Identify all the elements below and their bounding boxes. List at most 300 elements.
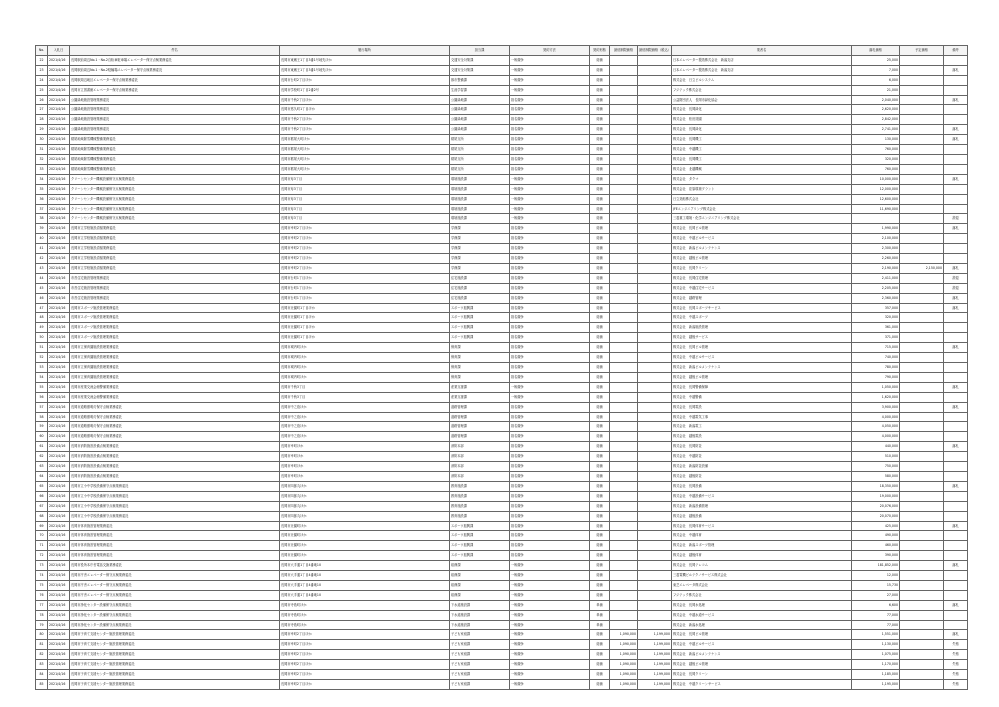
- cell-planned-price: [900, 590, 944, 600]
- cell-remarks: [944, 363, 968, 373]
- cell-contract-type: 総価: [590, 670, 610, 680]
- cell-bid-amount: 2,741,000: [852, 125, 900, 135]
- cell-department: 産業支援課: [450, 392, 510, 402]
- cell-department: 下水道施設課: [450, 610, 510, 620]
- cell-subject: 市営住宅施設管理業務委託: [70, 273, 280, 283]
- cell-bid-amount: 750,000: [852, 462, 900, 472]
- cell-subject: 長岡市スポーツ施設管理業務委託: [70, 323, 280, 333]
- cell-location: 長岡市大手通1丁目4番地10: [280, 590, 450, 600]
- cell-bid-amount: [852, 214, 900, 224]
- cell-bid-date: 2021/4/16: [48, 620, 70, 630]
- cell-location: 長岡市寿3丁目: [280, 184, 450, 194]
- cell-bid-amount: 77,000: [852, 610, 900, 620]
- cell-no: 29: [36, 125, 48, 135]
- cell-planned-price: [900, 462, 944, 472]
- cell-bid-amount: 4,050,000: [852, 422, 900, 432]
- cell-subject: 長岡市産業交流会館警備業務委託: [70, 382, 280, 392]
- cell-subject: 長岡市道路照明灯保守点検業務委託: [70, 422, 280, 432]
- cell-min-price-tax: [638, 55, 672, 65]
- cell-min-price: [610, 610, 638, 620]
- cell-department: 消防本部: [450, 442, 510, 452]
- cell-location: 長岡市栃尾大町ほか: [280, 145, 450, 155]
- cell-planned-price: [900, 580, 944, 590]
- table-row: [36, 521, 968, 531]
- cell-subject: 長岡市立学校施設清掃業務委託: [70, 244, 280, 254]
- cell-planned-price: [900, 452, 944, 462]
- cell-department: 下水道施設課: [450, 600, 510, 610]
- cell-department: 環境施設課: [450, 214, 510, 224]
- cell-planned-price: [900, 640, 944, 650]
- cell-location: 長岡市幸町2丁目ほか: [280, 234, 450, 244]
- cell-bid-amount: 2,300,000: [852, 244, 900, 254]
- cell-min-price-tax: [638, 125, 672, 135]
- cell-no: 83: [36, 660, 48, 670]
- cell-contract-method: 一般競争: [510, 640, 590, 650]
- cell-location: 長岡市中之島ほか: [280, 432, 450, 442]
- cell-planned-price: [900, 353, 944, 363]
- cell-bid-date: 2021/4/16: [48, 561, 70, 571]
- cell-min-price-tax: [638, 481, 672, 491]
- cell-department: スポーツ振興課: [450, 303, 510, 313]
- cell-no: 28: [36, 115, 48, 125]
- cell-contract-type: 総価: [590, 501, 610, 511]
- cell-contract-type: 総価: [590, 234, 610, 244]
- cell-min-price-tax: [638, 85, 672, 95]
- table-row: [36, 174, 968, 184]
- cell-contract-type: 総価: [590, 333, 610, 343]
- cell-location: 長岡市台町1丁目ほか: [280, 273, 450, 283]
- cell-department: 公園緑地課: [450, 95, 510, 105]
- cell-remarks: 失格: [944, 640, 968, 650]
- cell-department: 総務課: [450, 561, 510, 571]
- cell-min-price: 1,090,000: [610, 680, 638, 690]
- cell-contract-method: 指名競争: [510, 452, 590, 462]
- cell-location: 長岡市栃尾大町ほか: [280, 135, 450, 145]
- cell-min-price-tax: [638, 402, 672, 412]
- cell-contract-method: 指名競争: [510, 234, 590, 244]
- cell-vendor: 株式会社 中越クリーンサービス: [672, 680, 852, 690]
- cell-subject: クリーンセンター機械設備保守点検業務委託: [70, 214, 280, 224]
- cell-remarks: 落札: [944, 382, 968, 392]
- table-row: [36, 323, 968, 333]
- cell-contract-method: 指名競争: [510, 353, 590, 363]
- cell-remarks: [944, 462, 968, 472]
- cell-contract-method: 指名競争: [510, 164, 590, 174]
- cell-location: 長岡市城内町ほか: [280, 353, 450, 363]
- cell-min-price-tax: [638, 422, 672, 432]
- cell-location: 長岡市四郎丸ほか: [280, 481, 450, 491]
- cell-min-price: [610, 620, 638, 630]
- cell-location: 長岡市幸町ほか: [280, 452, 450, 462]
- cell-vendor: 株式会社 新潟防災設備: [672, 462, 852, 472]
- cell-contract-method: 指名競争: [510, 145, 590, 155]
- table-row: [36, 145, 968, 155]
- cell-vendor: 株式会社 中越警備: [672, 392, 852, 402]
- cell-department: 子ども家庭課: [450, 650, 510, 660]
- cell-planned-price: [900, 630, 944, 640]
- cell-planned-price: [900, 135, 944, 145]
- cell-min-price-tax: [638, 541, 672, 551]
- cell-bid-date: 2021/4/16: [48, 590, 70, 600]
- cell-planned-price: [900, 422, 944, 432]
- cell-remarks: [944, 85, 968, 95]
- cell-planned-price: [900, 343, 944, 353]
- cell-min-price: [610, 95, 638, 105]
- cell-min-price: [610, 571, 638, 581]
- cell-bid-amount: 2,040,000: [852, 95, 900, 105]
- cell-contract-method: 指名競争: [510, 105, 590, 115]
- cell-bid-date: 2021/4/16: [48, 541, 70, 551]
- cell-no: 36: [36, 194, 48, 204]
- cell-min-price: [610, 115, 638, 125]
- cell-bid-date: 2021/4/16: [48, 640, 70, 650]
- cell-department: 公園緑地課: [450, 125, 510, 135]
- cell-no: 65: [36, 481, 48, 491]
- cell-bid-date: 2021/4/16: [48, 293, 70, 303]
- cell-vendor: 株式会社 中越ビルサービス: [672, 353, 852, 363]
- cell-min-price-tax: [638, 115, 672, 125]
- cell-remarks: [944, 610, 968, 620]
- cell-subject: 長岡市体育施設管理業務委託: [70, 541, 280, 551]
- table-row: [36, 363, 968, 373]
- cell-bid-amount: 510,000: [852, 452, 900, 462]
- cell-department: スポーツ振興課: [450, 313, 510, 323]
- cell-min-price: [610, 452, 638, 462]
- cell-vendor: 日本エレベーター製造株式会社 新潟支店: [672, 65, 852, 75]
- table-row: [36, 75, 968, 85]
- cell-bid-amount: 440,000: [852, 442, 900, 452]
- cell-bid-amount: 390,000: [852, 551, 900, 561]
- cell-contract-type: 総価: [590, 194, 610, 204]
- cell-remarks: [944, 372, 968, 382]
- cell-contract-type: 総価: [590, 462, 610, 472]
- cell-min-price: 1,090,000: [610, 640, 638, 650]
- cell-min-price: [610, 462, 638, 472]
- table-row: [36, 105, 968, 115]
- cell-location: 長岡市北園町ほか: [280, 551, 450, 561]
- cell-remarks: 落札: [944, 481, 968, 491]
- cell-bid-date: 2021/4/16: [48, 481, 70, 491]
- table-row: [36, 55, 968, 65]
- cell-contract-method: 一般競争: [510, 204, 590, 214]
- cell-location: 長岡市栃尾大町ほか: [280, 164, 450, 174]
- cell-vendor: 株式会社 新潟ビルメンテナンス: [672, 363, 852, 373]
- cell-planned-price: [900, 55, 944, 65]
- cell-no: 24: [36, 75, 48, 85]
- cell-vendor: 株式会社 タクマ: [672, 174, 852, 184]
- cell-subject: クリーンセンター機械設備保守点検業務委託: [70, 194, 280, 204]
- cell-contract-type: 総価: [590, 432, 610, 442]
- cell-no: 73: [36, 561, 48, 571]
- cell-location: 長岡市北園町ほか: [280, 541, 450, 551]
- cell-no: 32: [36, 154, 48, 164]
- cell-min-price: [610, 392, 638, 402]
- cell-min-price: [610, 154, 638, 164]
- cell-subject: 長岡市スポーツ施設管理業務委託: [70, 303, 280, 313]
- cell-bid-amount: 1,050,000: [852, 382, 900, 392]
- cell-no: 43: [36, 263, 48, 273]
- cell-department: 下水道施設課: [450, 620, 510, 630]
- cell-contract-method: 指名競争: [510, 491, 590, 501]
- cell-department: 子ども家庭課: [450, 640, 510, 650]
- cell-min-price-tax: [638, 343, 672, 353]
- cell-vendor: 三菱重工環境・化学エンジニアリング株式会社: [672, 214, 852, 224]
- cell-department: 子ども家庭課: [450, 680, 510, 690]
- cell-planned-price: [900, 501, 944, 511]
- col-header-bid-amount: 落札価格: [852, 46, 900, 56]
- cell-contract-method: 指名競争: [510, 263, 590, 273]
- cell-subject: 長岡市立保育園施設管理業務委託: [70, 353, 280, 363]
- cell-min-price-tax: [638, 372, 672, 382]
- cell-bid-amount: 1,170,000: [852, 660, 900, 670]
- cell-min-price-tax: [638, 471, 672, 481]
- cell-min-price-tax: [638, 333, 672, 343]
- table-row: [36, 125, 968, 135]
- cell-remarks: [944, 254, 968, 264]
- cell-bid-amount: 1,130,000: [852, 640, 900, 650]
- cell-planned-price: [900, 402, 944, 412]
- cell-no: 67: [36, 501, 48, 511]
- cell-min-price: [610, 491, 638, 501]
- cell-location: 長岡市寿3丁目: [280, 214, 450, 224]
- cell-vendor: フジテック株式会社: [672, 590, 852, 600]
- cell-no: 74: [36, 571, 48, 581]
- table-row: [36, 571, 968, 581]
- cell-remarks: [944, 234, 968, 244]
- cell-bid-amount: 1,551,000: [852, 630, 900, 640]
- cell-location: 長岡市中之島ほか: [280, 402, 450, 412]
- table-row: [36, 501, 968, 511]
- cell-bid-amount: 490,000: [852, 531, 900, 541]
- cell-contract-type: 総価: [590, 214, 610, 224]
- cell-no: 30: [36, 135, 48, 145]
- cell-vendor: フジテック株式会社: [672, 85, 852, 95]
- cell-contract-type: 単価: [590, 620, 610, 630]
- cell-location: 長岡市大手通1丁目4番地10: [280, 580, 450, 590]
- cell-vendor: 株式会社 長岡ビル管理: [672, 343, 852, 353]
- cell-department: 道路管理課: [450, 432, 510, 442]
- cell-vendor: 株式会社 長岡住宅管理: [672, 273, 852, 283]
- cell-contract-type: 総価: [590, 293, 610, 303]
- table-row: [36, 580, 968, 590]
- cell-bid-date: 2021/4/16: [48, 214, 70, 224]
- cell-min-price-tax: [638, 283, 672, 293]
- cell-bid-date: 2021/4/16: [48, 571, 70, 581]
- cell-bid-amount: 10,000,000: [852, 174, 900, 184]
- cell-min-price-tax: [638, 412, 672, 422]
- cell-no: 54: [36, 372, 48, 382]
- table-row: [36, 462, 968, 472]
- table-row: [36, 224, 968, 234]
- cell-bid-date: 2021/4/16: [48, 521, 70, 531]
- cell-planned-price: [900, 412, 944, 422]
- cell-location: 長岡市四郎丸ほか: [280, 491, 450, 501]
- cell-department: 子ども家庭課: [450, 630, 510, 640]
- cell-contract-method: 指名競争: [510, 402, 590, 412]
- cell-bid-amount: 1,620,000: [852, 392, 900, 402]
- cell-subject: 長岡市道路照明灯保守点検業務委託: [70, 412, 280, 422]
- cell-planned-price: [900, 561, 944, 571]
- cell-contract-method: 一般競争: [510, 382, 590, 392]
- cell-remarks: [944, 55, 968, 65]
- cell-no: 31: [36, 145, 48, 155]
- table-row: [36, 382, 968, 392]
- cell-min-price: [610, 263, 638, 273]
- cell-bid-date: 2021/4/16: [48, 382, 70, 392]
- cell-remarks: [944, 501, 968, 511]
- col-header-min-price-tax: 最低制限価格（税込）: [638, 46, 672, 56]
- cell-vendor: 株式会社 荏原環境プラント: [672, 184, 852, 194]
- cell-no: 55: [36, 382, 48, 392]
- cell-bid-amount: 2,100,000: [852, 234, 900, 244]
- cell-bid-amount: 2,260,000: [852, 254, 900, 264]
- cell-subject: 公園緑地施設管理業務委託: [70, 95, 280, 105]
- cell-no: 61: [36, 442, 48, 452]
- cell-contract-type: 総価: [590, 590, 610, 600]
- cell-vendor: 株式会社 松田造園: [672, 115, 852, 125]
- cell-planned-price: [900, 95, 944, 105]
- cell-contract-type: 総価: [590, 164, 610, 174]
- cell-planned-price: [900, 432, 944, 442]
- table-row: [36, 244, 968, 254]
- cell-vendor: 株式会社 越後サービス: [672, 333, 852, 343]
- table-row: [36, 164, 968, 174]
- cell-location: 長岡市寺島町ほか: [280, 610, 450, 620]
- cell-planned-price: [900, 650, 944, 660]
- cell-location: 長岡市千秋2丁目ほか: [280, 95, 450, 105]
- cell-contract-type: 総価: [590, 135, 610, 145]
- cell-department: 公園緑地課: [450, 105, 510, 115]
- cell-no: 79: [36, 620, 48, 630]
- cell-department: 環境施設課: [450, 204, 510, 214]
- cell-min-price: 1,090,000: [610, 630, 638, 640]
- cell-min-price-tax: [638, 580, 672, 590]
- cell-vendor: 株式会社 中越スポーツ: [672, 313, 852, 323]
- cell-contract-type: 総価: [590, 224, 610, 234]
- cell-min-price: [610, 382, 638, 392]
- cell-bid-date: 2021/4/16: [48, 323, 70, 333]
- cell-remarks: [944, 580, 968, 590]
- cell-remarks: [944, 194, 968, 204]
- table-row: [36, 85, 968, 95]
- cell-contract-method: 一般競争: [510, 75, 590, 85]
- table-row: [36, 293, 968, 303]
- cell-remarks: [944, 164, 968, 174]
- col-header-subject: 件名: [70, 46, 280, 56]
- cell-location: 長岡市北園町1丁目ほか: [280, 333, 450, 343]
- cell-contract-type: 総価: [590, 184, 610, 194]
- cell-location: 長岡市幸町ほか: [280, 462, 450, 472]
- cell-no: 33: [36, 164, 48, 174]
- cell-remarks: [944, 491, 968, 501]
- cell-bid-date: 2021/4/16: [48, 115, 70, 125]
- cell-no: 78: [36, 610, 48, 620]
- cell-contract-type: 総価: [590, 273, 610, 283]
- cell-department: 総務課: [450, 571, 510, 581]
- cell-bid-date: 2021/4/16: [48, 224, 70, 234]
- cell-vendor: 株式会社 長岡スポーツサービス: [672, 303, 852, 313]
- cell-bid-date: 2021/4/16: [48, 670, 70, 680]
- cell-planned-price: [900, 363, 944, 373]
- cell-min-price-tax: [638, 561, 672, 571]
- cell-location: 長岡市千秋2丁目ほか: [280, 125, 450, 135]
- cell-bid-amount: 3,900,000: [852, 402, 900, 412]
- cell-location: 長岡市栃尾大町ほか: [280, 154, 450, 164]
- cell-bid-date: 2021/4/16: [48, 85, 70, 95]
- cell-min-price-tax: [638, 174, 672, 184]
- cell-location: 長岡市千秋2丁目ほか: [280, 115, 450, 125]
- cell-department: スポーツ振興課: [450, 531, 510, 541]
- cell-remarks: [944, 75, 968, 85]
- cell-bid-amount: 4,000,000: [852, 412, 900, 422]
- table-row: [36, 551, 968, 561]
- cell-planned-price: [900, 125, 944, 135]
- cell-min-price-tax: [638, 95, 672, 105]
- cell-contract-method: 指名競争: [510, 154, 590, 164]
- cell-subject: 長岡市立学校施設清掃業務委託: [70, 263, 280, 273]
- cell-planned-price: [900, 680, 944, 690]
- cell-subject: 長岡市役所本庁舎電話交換業務委託: [70, 561, 280, 571]
- cell-bid-amount: 2,205,000: [852, 283, 900, 293]
- table-row: [36, 372, 968, 382]
- cell-remarks: [944, 154, 968, 164]
- cell-vendor: 株式会社 長岡ビル管理: [672, 224, 852, 234]
- cell-contract-type: 総価: [590, 531, 610, 541]
- cell-planned-price: [900, 531, 944, 541]
- cell-planned-price: [900, 600, 944, 610]
- table-row: [36, 204, 968, 214]
- cell-department: 総務課: [450, 590, 510, 600]
- cell-contract-method: 一般競争: [510, 174, 590, 184]
- cell-bid-date: 2021/4/16: [48, 234, 70, 244]
- cell-location: 長岡市四郎丸ほか: [280, 501, 450, 511]
- cell-planned-price: [900, 303, 944, 313]
- cell-contract-method: 指名競争: [510, 115, 590, 125]
- cell-remarks: 辞退: [944, 283, 968, 293]
- cell-vendor: 株式会社 中越電気工事: [672, 412, 852, 422]
- table-row: [36, 630, 968, 640]
- cell-bid-date: 2021/4/16: [48, 412, 70, 422]
- cell-location: 長岡市城内町ほか: [280, 372, 450, 382]
- cell-planned-price: [900, 313, 944, 323]
- cell-min-price: [610, 471, 638, 481]
- table-row: [36, 541, 968, 551]
- cell-min-price: [610, 303, 638, 313]
- cell-vendor: 株式会社 長岡緑化: [672, 105, 852, 115]
- cell-department: 交通安全対策課: [450, 55, 510, 65]
- cell-planned-price: [900, 283, 944, 293]
- cell-planned-price: [900, 273, 944, 283]
- cell-min-price: [610, 511, 638, 521]
- cell-vendor: 株式会社 越後電設: [672, 432, 852, 442]
- cell-vendor: 株式会社 越後ビル管理: [672, 660, 852, 670]
- cell-contract-type: 総価: [590, 422, 610, 432]
- cell-contract-method: 指名競争: [510, 293, 590, 303]
- cell-min-price-tax: [638, 531, 672, 541]
- cell-planned-price: [900, 85, 944, 95]
- cell-contract-method: 指名競争: [510, 343, 590, 353]
- cell-department: 学務課: [450, 224, 510, 234]
- cell-planned-price: [900, 382, 944, 392]
- cell-vendor: 株式会社 中越機工: [672, 145, 852, 155]
- cell-location: 長岡市寺島町ほか: [280, 600, 450, 610]
- cell-min-price: [610, 531, 638, 541]
- cell-vendor: 株式会社 越後ビル管理: [672, 372, 852, 382]
- cell-subject: 長岡市立学校施設清掃業務委託: [70, 254, 280, 264]
- cell-min-price-tax: [638, 432, 672, 442]
- cell-subject: 長岡市浄化センター設備保守点検業務委託: [70, 600, 280, 610]
- cell-contract-type: 総価: [590, 105, 610, 115]
